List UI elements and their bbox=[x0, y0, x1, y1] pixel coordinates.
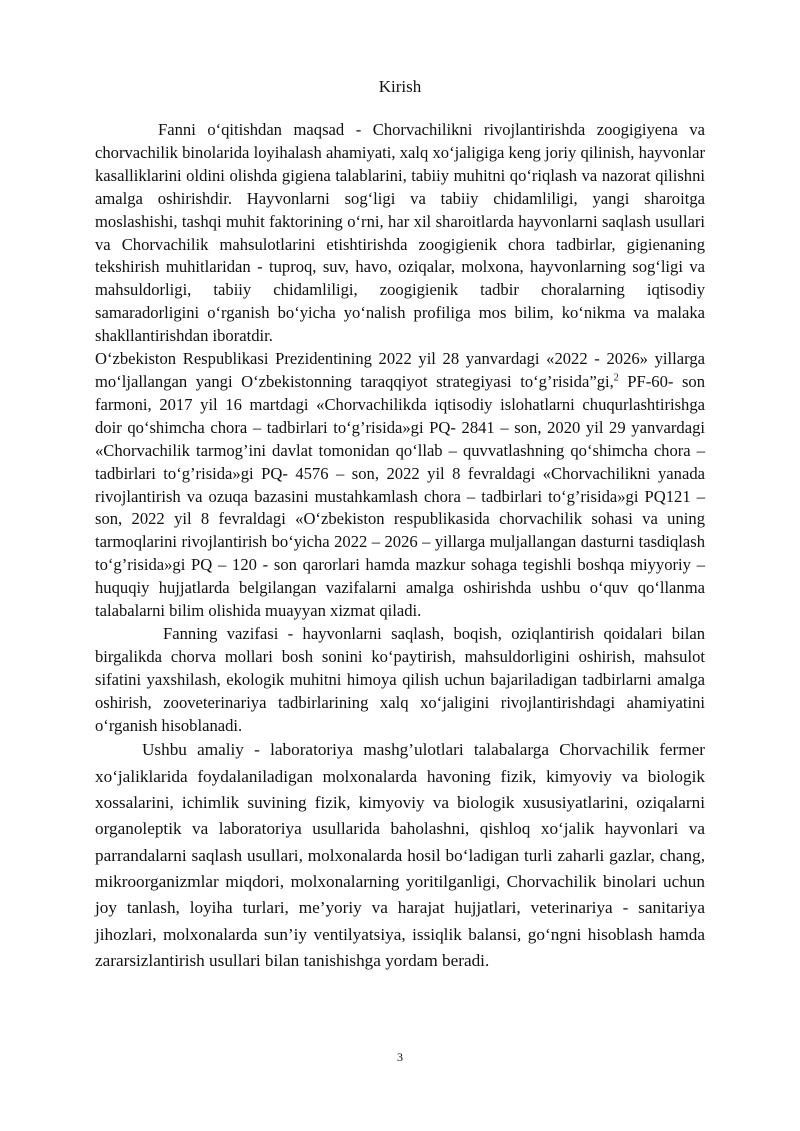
paragraph-legal-basis-part2: PF-60- son farmoni, 2017 yil 16 martdagi «Chorvachilikda iqtisodiy islohatlarni chuqurlashtirishga doir qo‘shimcha chora – tadbirlari to‘g’risida»gi PQ- 2841 – son, 2020 yil 29 yanvardagi «Chorvachilik tarmog’ini davlat tomonidan qo‘llab – quvvatlashning qo‘shimcha chora – tadbirlari to‘g’risida»gi PQ- 4576 – son, 2022 yil 8 fevraldagi «Chorvachilikni yanada rivojlantirish va ozuqa bazasini mustahkamlash chora – tadbirlari to‘g’risida»gi PQ121 – son, 2022 yil 8 fevraldagi «O‘zbekiston respublikasida chorvachilik sohasi va uning tarmoqlarini rivojlantirish bo‘yicha 2022 – 2026 – yillarga muljallangan dasturni tasdiqlash to‘g’risida»gi PQ – 120 - son qarorlari hamda mazkur sohaga tegishli boshqa miyyoriy – huquqiy hujjatlarda belgilangan vazifalarni amalga oshirishda ushbu o‘quv qo‘llanma talabalarni bilim olishida muayyan xizmat qiladi. bbox=[95, 371, 705, 621]
page-number: 3 bbox=[397, 1050, 403, 1064]
paragraph-lab-classes: Ushbu amaliy - laboratoriya mashg’ulotlari talabalarga Chorvachilik fermer xo‘jaliklarida foydalaniladigan molxonalarda havoning fizik, kimyoviy va biologik xossalarini, ichimlik suvining fizik, kimyoviy va biologik xususiyatlarini, oziqalarni organoleptik va laboratoriya usullarida baholashni, qishloq xo‘jalik hayvonlari va parrandalarni saqlash usullari, molxonalarda hosil bo‘ladigan turli zaharli gazlar, chang, mikroorganizmlar miqdori, molxonalarning yoritilganligi, Chorvachilik binolari uchun joy tanlash, loyiha turlari, me’yoriy va harajat hujjatlari, veterinariya - sanitariya jihozlari, molxonalarda sun’iy ventilyatsiya, issiqlik balansi, go‘ngni hisoblash hamda zararsizlantirish usullari bilan tanishishga yordam beradi. bbox=[95, 740, 705, 970]
paragraph-aim: Fanni o‘qitishdan maqsad - Chorvachilikni rivojlantirishda zoogigiyena va chorvachilik binolarida loyihalash ahamiyati, xalq xo‘jaligiga keng joriy qilinish, hayvonlar kasalliklarini oldini olishda gigiena talablarini, tabiiy muhitni qo‘riqlash va nazorat qilishni amalga oshirishdir. Hayvonlarni sog‘ligi va tabiiy chidamliligi, yangi sharoitga moslashishi, tashqi muhit faktorining o‘rni, har xil sharoitlarda hayvonlarni saqlash usullari va Chorvachilik mahsulotlarini etishtirishda zoogigienik chora tadbirlar, gigienaning tekshirish muhitlaridan - tuproq, suv, havo, oziqalar, molxona, hayvonlarning sog‘ligi va mahsuldorligi, tabiiy chidamliligi, zoogigienik tadbir choralarning iqtisodiy samaradorligini o‘rganish bo‘yicha yo‘nalish profiliga mos bilim, ko‘nikma va malaka shakllantirishdan iboratdir. bbox=[95, 120, 705, 346]
body-text bbox=[95, 119, 705, 974]
paragraph-legal-basis bbox=[95, 348, 705, 623]
paragraph-tasks: Fanning vazifasi - hayvonlarni saqlash, boqish, oziqlantirish qoidalari bilan birgalikda chorva mollari bosh sonini ko‘paytirish, mahsuldorligini oshirish, mahsulot sifatini yaxshilash, ekologik muhitni himoya qilish uchun bajariladigan tadbirlarni amalga oshirish, zooveterinariya tadbirlarining xalq xo‘jaligini rivojlantirishdagi ahamiyatini o‘rganish hisoblanadi. bbox=[95, 623, 705, 735]
section-title: Kirish bbox=[378, 77, 422, 96]
paragraph-legal-basis-part1: O‘zbekiston Respublikasi Prezidentining 2022 yil 28 yanvardagi «2022 - 2026» yillarga mo‘ljallangan yangi O‘zbekistonning taraqqiyot strategiyasi to‘g’risida”gi, bbox=[95, 349, 705, 391]
footnote-reference: 2 bbox=[613, 372, 619, 384]
